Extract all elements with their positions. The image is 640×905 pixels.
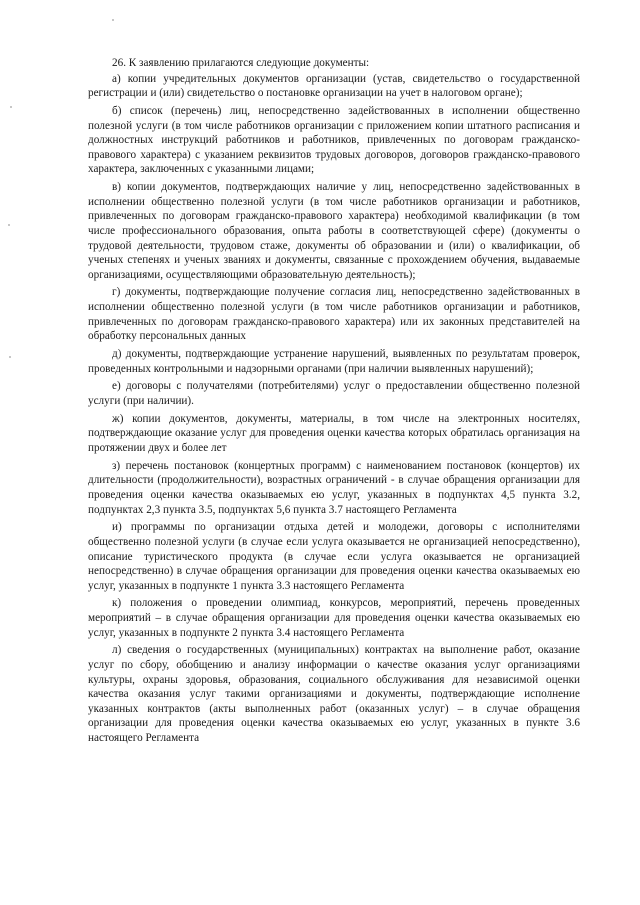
list-item-l: л) сведения о государственных (муниципальных) контрактах на выполнение работ, оказание услуг по сбору, обобщению и анализу информации о качестве оказания услуг организациями культуры, охраны здоровья, образования, социального обслуживания для независимой оценки качества оказания услуг такими организациями и документы, подтверждающие исполнение указанных контрактов (акты выполненных работ (оказанных услуг) – в случае обращения организации для проведения оценки качества оказываемых ею услуг, указанных в пункте 3.6 настоящего Регламента bbox=[88, 644, 580, 744]
list-item-z: з) перечень постановок (концертных программ) с наименованием постановок (концертов) их длительности (продолжительности), возрастных ограничений - в случае обращения организации для проведения оценки качества оказываемых ею услуг, указанных в подпунктах 4,5 пункта 3.2, подпунктах 2,3 пункта 3.5, подпунктах 5,6 пункта 3.7 настоящего Регламента bbox=[88, 459, 580, 516]
list-item-d: д) документы, подтверждающие устранение нарушений, выявленных по результатам проверок, проведенных контрольными и надзорными органами (при наличии выявленных нарушений); bbox=[88, 348, 580, 375]
list-item-b: б) список (перечень) лиц, непосредственно задействованных в исполнении общественно полезной услуги (в том числе работников организации с приложением копии штатного расписания и должностных инструкций работников и работников, привлеченных по договорам гражданско-правового характера) с указанием реквизитов трудовых договоров, договоров гражданско-правового характера, заключенных с указанными лицами; bbox=[88, 104, 580, 176]
list-item-e: е) договоры с получателями (потребителями) услуг о предоставлении общественно полезной услуги (при наличии). bbox=[88, 380, 580, 407]
document-body bbox=[88, 56, 580, 749]
scan-speck bbox=[112, 19, 114, 21]
list-item-a: а) копии учредительных документов организации (устав, свидетельство о государственной регистрации и (или) свидетельство о постановке организации на учет в налоговом органе); bbox=[88, 72, 580, 100]
list-item-k: к) положения о проведении олимпиад, конкурсов, мероприятий, перечень проведенных мероприятий – в случае обращения организации для проведения оценки качества оказываемых ею услуг, указанных в подпункте 2 пункта 3.4 настоящего Регламента bbox=[88, 597, 580, 639]
list-item-i: и) программы по организации отдыха детей и молодежи, договоры с исполнителями общественно полезной услуги (в случае если услуга оказывается не организацией непосредственно), описание туристического продукта (в случае если услуга оказывается не организацией непосредственно) в случае обращения организации для проведения оценки качества оказываемых ею услуг, указанных в подпункте 1 пункта 3.3 настоящего Регламента bbox=[88, 521, 580, 592]
section-heading: 26. К заявлению прилагаются следующие документы: bbox=[112, 57, 370, 69]
scan-speck bbox=[9, 356, 11, 358]
list-item-zh: ж) копии документов, документы, материалы, в том числе на электронных носителях, подтверждающие оказание услуг для проведения оценки качества которых обратилась организация на протяжении двух и более лет bbox=[88, 412, 580, 454]
scan-speck bbox=[10, 106, 12, 108]
scan-speck bbox=[8, 224, 10, 226]
list-item-g: г) документы, подтверждающие получение согласия лиц, непосредственно задействованных в исполнении общественно полезной услуги (в том числе работников организации и работников, привлеченных по договорам гражданско-правового характера) или их законных представителей на обработку персональных данных bbox=[88, 286, 580, 343]
list-item-v: в) копии документов, подтверждающих наличие у лиц, непосредственно задействованных в исполнении общественно полезной услуги (в том числе работников организации и работников, привлеченных по договорам гражданско-правового характера) необходимой квалификации (в том числе профессионального образования, опыта работы в соответствующей сфере) (документы о трудовой деятельности, трудовом стаже, документы об образовании и (или) о квалификации, об ученых степенях и ученых званиях и документы, связанные с прохождением обучения, выдаваемые организациями, осуществляющими образовательную деятельность); bbox=[88, 181, 580, 281]
